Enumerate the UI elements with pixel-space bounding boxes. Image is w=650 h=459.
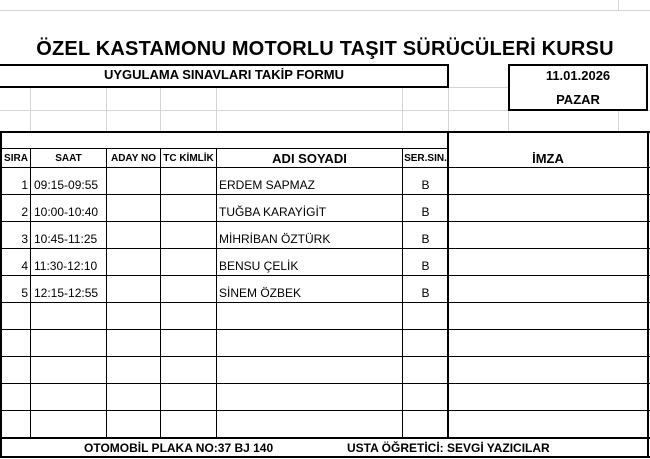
row-time: 09:15-09:55 xyxy=(34,178,99,192)
row-license-class: B xyxy=(421,259,430,273)
school-title: ÖZEL KASTAMONU MOTORLU TAŞIT SÜRÜCÜLERİ KURSU xyxy=(36,38,614,60)
form-title: UYGULAMA SINAVLARI TAKİP FORMU xyxy=(103,67,344,82)
row-time: 10:00-10:40 xyxy=(34,205,99,219)
exam-day: PAZAR xyxy=(556,92,600,107)
row-name: MİHRİBAN ÖZTÜRK xyxy=(219,232,331,246)
col-header-sira: SIRA xyxy=(4,153,28,164)
row-license-class: B xyxy=(421,178,430,192)
col-header-ser-sin: SER.SIN. xyxy=(404,153,447,164)
col-header-aday-no: ADAY NO xyxy=(110,153,156,164)
instructor-name: USTA ÖĞRETİCİ: SEVGİ YAZICILAR xyxy=(347,441,550,455)
row-number: 4 xyxy=(21,259,28,273)
col-header-imza: İMZA xyxy=(532,151,564,166)
row-time: 12:15-12:55 xyxy=(34,286,99,300)
row-time: 11:30-12:10 xyxy=(34,259,98,273)
row-license-class: B xyxy=(421,205,430,219)
col-header-saat: SAAT xyxy=(55,153,82,164)
row-license-class: B xyxy=(421,286,430,300)
col-header-adi-soyadi: ADI SOYADI xyxy=(272,151,347,166)
row-number: 5 xyxy=(21,286,28,300)
exam-date: 11.01.2026 xyxy=(545,68,611,83)
row-name: BENSU ÇELİK xyxy=(219,259,299,273)
row-name: ERDEM SAPMAZ xyxy=(219,178,316,192)
row-number: 2 xyxy=(21,205,28,219)
row-number: 1 xyxy=(21,178,28,192)
row-number: 3 xyxy=(21,232,28,246)
vehicle-plate: OTOMOBİL PLAKA NO:37 BJ 140 xyxy=(84,441,274,455)
row-time: 10:45-11:25 xyxy=(34,232,98,246)
row-license-class: B xyxy=(421,232,430,246)
row-name: TUĞBA KARAYİGİT xyxy=(219,205,327,219)
row-name: SİNEM ÖZBEK xyxy=(219,286,302,300)
col-header-tc-kimlik: TC KİMLİK xyxy=(163,153,214,164)
